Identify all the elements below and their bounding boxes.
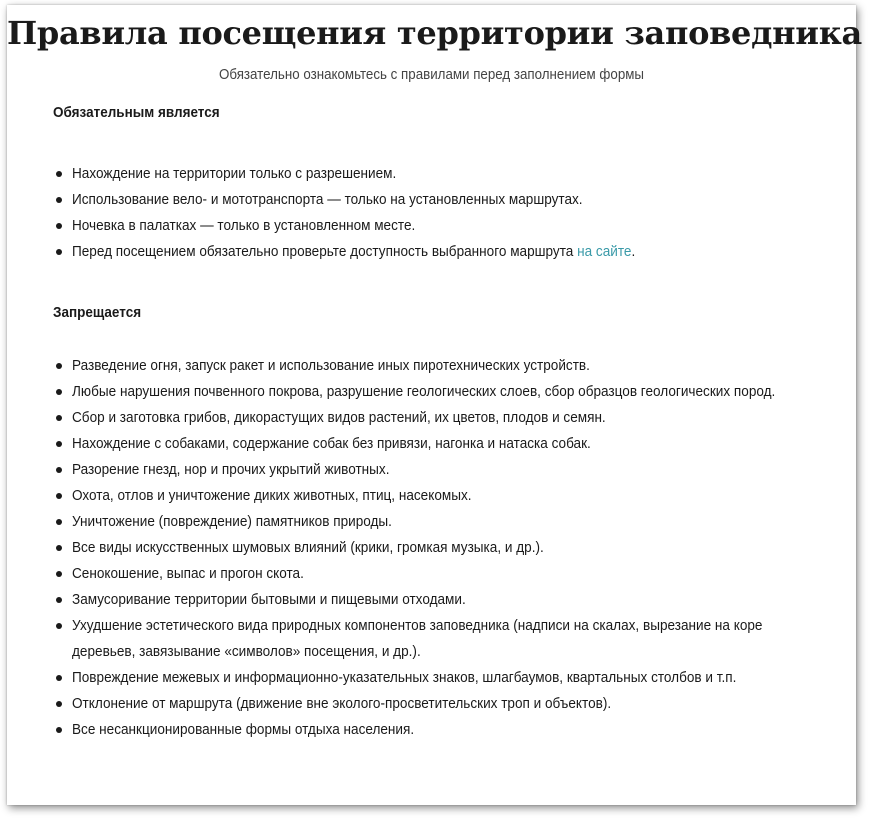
bullet-icon [56,249,62,255]
list-item: Ухудшение эстетического вида природных компонентов заповедника (надписи на скалах, вырезание на коре деревьев, завязывание «символов» посещения, и др.). [53,613,843,665]
list-item: Охота, отлов и уничтожение диких животных, птиц, насекомых. [53,483,843,509]
rules-content [53,103,843,743]
bullet-icon [56,519,62,525]
bullet-icon [56,675,62,681]
list-item: Нахождение на территории только с разрешением. [53,161,843,187]
bullet-icon [56,545,62,551]
forbidden-rules-list [53,353,843,743]
page-subtitle: Обязательно ознакомьтесь с правилами перед заполнением формы [218,67,645,83]
site-link[interactable]: на сайте [577,243,632,260]
list-item: Сенокошение, выпас и прогон скота. [53,561,843,587]
bullet-icon [56,597,62,603]
list-item: Любые нарушения почвенного покрова, разрушение геологических слоев, сбор образцов геологических пород. [53,379,843,405]
bullet-icon [56,701,62,707]
bullet-icon [56,467,62,473]
list-item: Замусоривание территории бытовыми и пищевыми отходами. [53,587,843,613]
bullet-icon [56,223,62,229]
bullet-icon [56,389,62,395]
list-item: Разорение гнезд, нор и прочих укрытий животных. [53,457,843,483]
list-item: Все виды искусственных шумовых влияний (крики, громкая музыка, и др.). [53,535,843,561]
bullet-icon [56,493,62,499]
list-item: Все несанкционированные формы отдыха населения. [53,717,843,743]
list-item: Разведение огня, запуск ракет и использование иных пиротехнических устройств. [53,353,843,379]
bullet-icon [56,171,62,177]
list-item: Уничтожение (повреждение) памятников природы. [53,509,843,535]
list-item: Ночевка в палатках — только в установленном месте. [53,213,843,239]
list-item: Отклонение от маршрута (движение вне эколого-просветительских троп и объектов). [53,691,843,717]
section-heading-forbidden: Запрещается [53,304,142,321]
list-item: Нахождение с собаками, содержание собак без привязи, нагонка и натаска собак. [53,431,843,457]
list-item: Использование вело- и мототранспорта — только на установленных маршрутах. [53,187,843,213]
bullet-icon [56,197,62,203]
bullet-icon [56,623,62,629]
bullet-icon [56,441,62,447]
bullet-icon [56,727,62,733]
rules-card [7,5,862,805]
list-item: Перед посещением обязательно проверьте доступность выбранного маршрута на сайте. [53,239,843,265]
list-item: Сбор и заготовка грибов, дикорастущих видов растений, их цветов, плодов и семян. [53,405,843,431]
bullet-icon [56,571,62,577]
page-title: Правила посещения территории заповедника [7,14,862,52]
required-rules-list [53,161,843,265]
bullet-icon [56,415,62,421]
list-item: Повреждение межевых и информационно-указательных знаков, шлагбаумов, квартальных столбов и т.п. [53,665,843,691]
bullet-icon [56,363,62,369]
section-heading-required: Обязательным является [53,104,220,121]
